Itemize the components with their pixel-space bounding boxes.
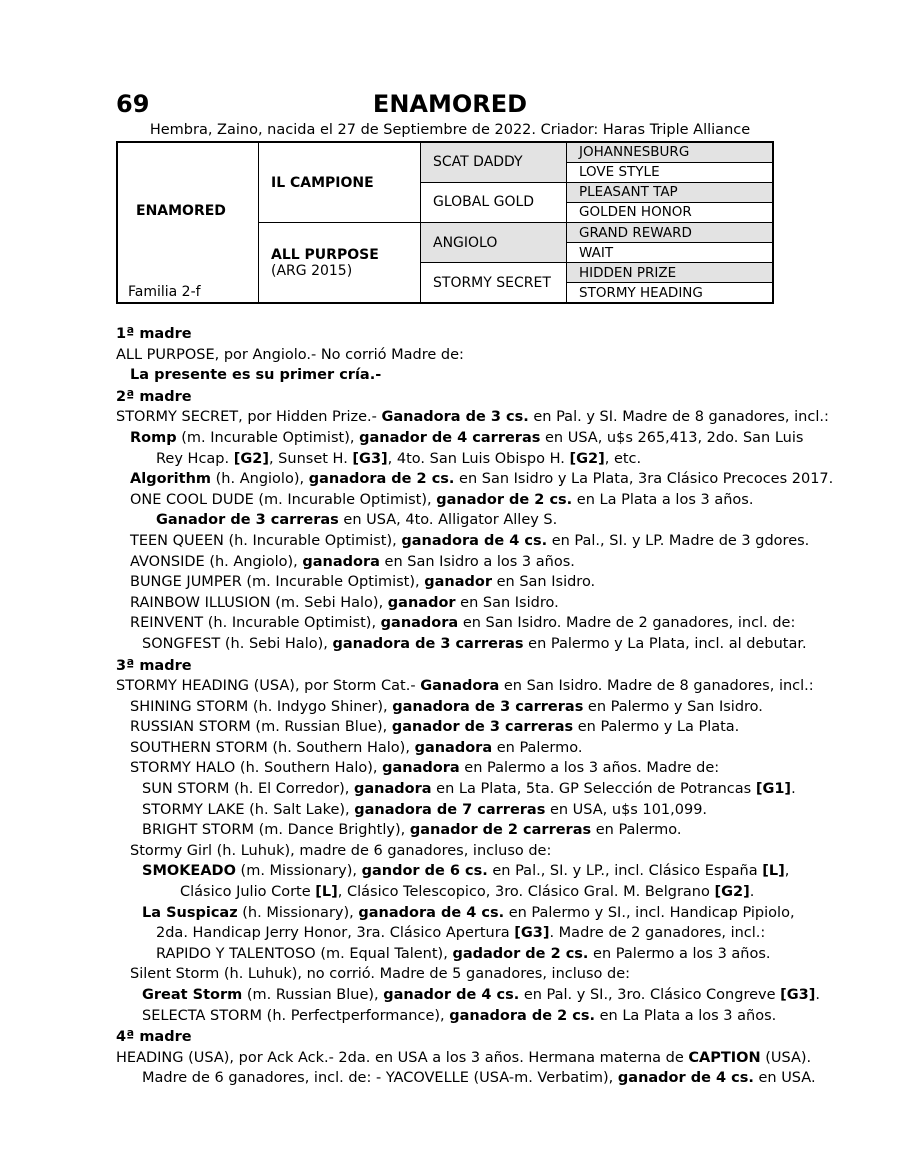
sire-cell: IL CAMPIONE: [259, 142, 421, 223]
horse-name: ENAMORED: [372, 90, 528, 118]
s3-line: STORMY LAKE (h. Salt Lake), ganadora de 7 carreras en USA, u$s 101,099.: [142, 801, 708, 818]
section-heading-3: 3ª madre: [116, 657, 192, 674]
s2-line: ONE COOL DUDE (m. Incurable Optimist), ganador de 2 cs. en La Plata a los 3 años.: [130, 491, 754, 508]
s2-line: Ganador de 3 carreras en USA, 4to. Alligator Alley S.: [156, 512, 558, 529]
s2-line: AVONSIDE (h. Angiolo), ganadora en San Isidro a los 3 años.: [130, 553, 575, 570]
s3-line: SMOKEADO (m. Missionary), gandor de 6 cs. en Pal., SI. y LP., incl. Clásico España [L],: [142, 863, 790, 880]
s3-line: SOUTHERN STORM (h. Southern Halo), ganadora en Palermo.: [130, 739, 583, 756]
section-heading-4: 4ª madre: [116, 1029, 192, 1046]
family-label: Familia 2-f: [128, 284, 201, 300]
section-heading-1: 1ª madre: [116, 326, 192, 342]
ggs-1: JOHANNESBURG: [567, 142, 774, 162]
s3-line: SELECTA STORM (h. Perfectperformance), ganadora de 2 cs. en La Plata a los 3 años.: [142, 1007, 777, 1024]
s4-line: HEADING (USA), por Ack Ack.- 2da. en USA a los 3 años. Hermana materna de CAPTION (USA).: [116, 1049, 812, 1066]
s3-line: BRIGHT STORM (m. Dance Brightly), ganador de 2 carreras en Palermo.: [142, 822, 682, 839]
subtitle: Hembra, Zaino, nacida el 27 de Septiembre de 2022. Criador: Haras Triple Alliance: [149, 122, 751, 138]
s2-line: Romp (m. Incurable Optimist), ganador de 4 carreras en USA, u$s 265,413, 2do. San Luis: [130, 429, 804, 446]
dam-cell: [259, 223, 421, 304]
pedigree-horse-name: ENAMORED: [136, 203, 226, 219]
s2-line: SONGFEST (h. Sebi Halo), ganadora de 3 carreras en Palermo y La Plata, incl. al debutar.: [142, 635, 807, 652]
section-heading-2: 2ª madre: [116, 388, 192, 405]
pedigree-horse-cell: [117, 142, 259, 303]
s3-line: Stormy Girl (h. Luhuk), madre de 6 ganadores, incluso de:: [130, 842, 552, 859]
s3-line: RUSSIAN STORM (m. Russian Blue), ganador de 3 carreras en Palermo y La Plata.: [130, 719, 740, 736]
s2-line: TEEN QUEEN (h. Incurable Optimist), ganadora de 4 cs. en Pal., SI. y LP. Madre de 3 gdores.: [130, 532, 810, 549]
s3-line: Great Storm (m. Russian Blue), ganador de 4 cs. en Pal. y SI., 3ro. Clásico Congreve [G3].: [142, 987, 820, 1003]
s2-line: REINVENT (h. Incurable Optimist), ganadora en San Isidro. Madre de 2 ganadores, incl. de:: [130, 615, 796, 632]
s3-line: SHINING STORM (h. Indygo Shiner), ganadora de 3 carreras en Palermo y San Isidro.: [130, 698, 763, 715]
pedigree-table: [116, 141, 774, 304]
ggs-2: LOVE STYLE: [567, 162, 774, 182]
s1-line: La presente es su primer cría.-: [130, 367, 382, 384]
s3-line: SUN STORM (h. El Corredor), ganadora en La Plata, 5ta. GP Selección de Potrancas [G1].: [142, 781, 796, 798]
dam-name: ALL PURPOSE: [271, 246, 379, 263]
s3-line: La Suspicaz (h. Missionary), ganadora de 4 cs. en Palermo y SI., incl. Handicap Pipiolo,: [142, 904, 795, 921]
dam-note: (ARG 2015): [271, 262, 353, 279]
grandsire-4: STORMY SECRET: [421, 263, 567, 303]
grandsire-3: ANGIOLO: [421, 223, 567, 263]
ggs-7: HIDDEN PRIZE: [567, 263, 774, 283]
s4-line: Madre de 6 ganadores, incl. de: - YACOVELLE (USA-m. Verbatim), ganador de 4 cs. en USA.: [142, 1070, 816, 1087]
s3-line: 2da. Handicap Jerry Honor, 3ra. Clásico Apertura [G3]. Madre de 2 ganadores, incl.:: [156, 925, 766, 942]
produce-record: [116, 323, 834, 1089]
s3-line: Clásico Julio Corte [L], Clásico Telescopico, 3ro. Clásico Gral. M. Belgrano [G2].: [180, 884, 755, 901]
s1-line: ALL PURPOSE, por Angiolo.- No corrió Madre de:: [116, 346, 464, 363]
s2-line: Rey Hcap. [G2], Sunset H. [G3], 4to. San Luis Obispo H. [G2], etc.: [156, 450, 642, 467]
s3-line: STORMY HEADING (USA), por Storm Cat.- Ganadora en San Isidro. Madre de 8 ganadores, incl.:: [116, 678, 814, 695]
ggs-3: PLEASANT TAP: [567, 182, 774, 202]
ggs-4: GOLDEN HONOR: [567, 202, 774, 222]
grandsire-1: SCAT DADDY: [421, 142, 567, 182]
ggs-8: STORMY HEADING: [567, 283, 774, 303]
s2-line: Algorithm (h. Angiolo), ganadora de 2 cs. en San Isidro y La Plata, 3ra Clásico Precoces 2017.: [130, 471, 834, 488]
s2-line: BUNGE JUMPER (m. Incurable Optimist), ganador en San Isidro.: [130, 574, 596, 591]
s3-line: Silent Storm (h. Luhuk), no corrió. Madre de 5 ganadores, incluso de:: [130, 966, 631, 983]
s3-line: STORMY HALO (h. Southern Halo), ganadora en Palermo a los 3 años. Madre de:: [130, 760, 720, 777]
ggs-6: WAIT: [567, 243, 774, 263]
lot-number: 69: [116, 90, 150, 118]
s3-line: RAPIDO Y TALENTOSO (m. Equal Talent), gadador de 2 cs. en Palermo a los 3 años.: [156, 945, 771, 962]
s2-line: STORMY SECRET, por Hidden Prize.- Ganadora de 3 cs. en Pal. y SI. Madre de 8 ganadores, incl.:: [116, 409, 829, 426]
ggs-5: GRAND REWARD: [567, 223, 774, 243]
grandsire-2: GLOBAL GOLD: [421, 182, 567, 222]
s2-line: RAINBOW ILLUSION (m. Sebi Halo), ganador en San Isidro.: [130, 594, 559, 611]
